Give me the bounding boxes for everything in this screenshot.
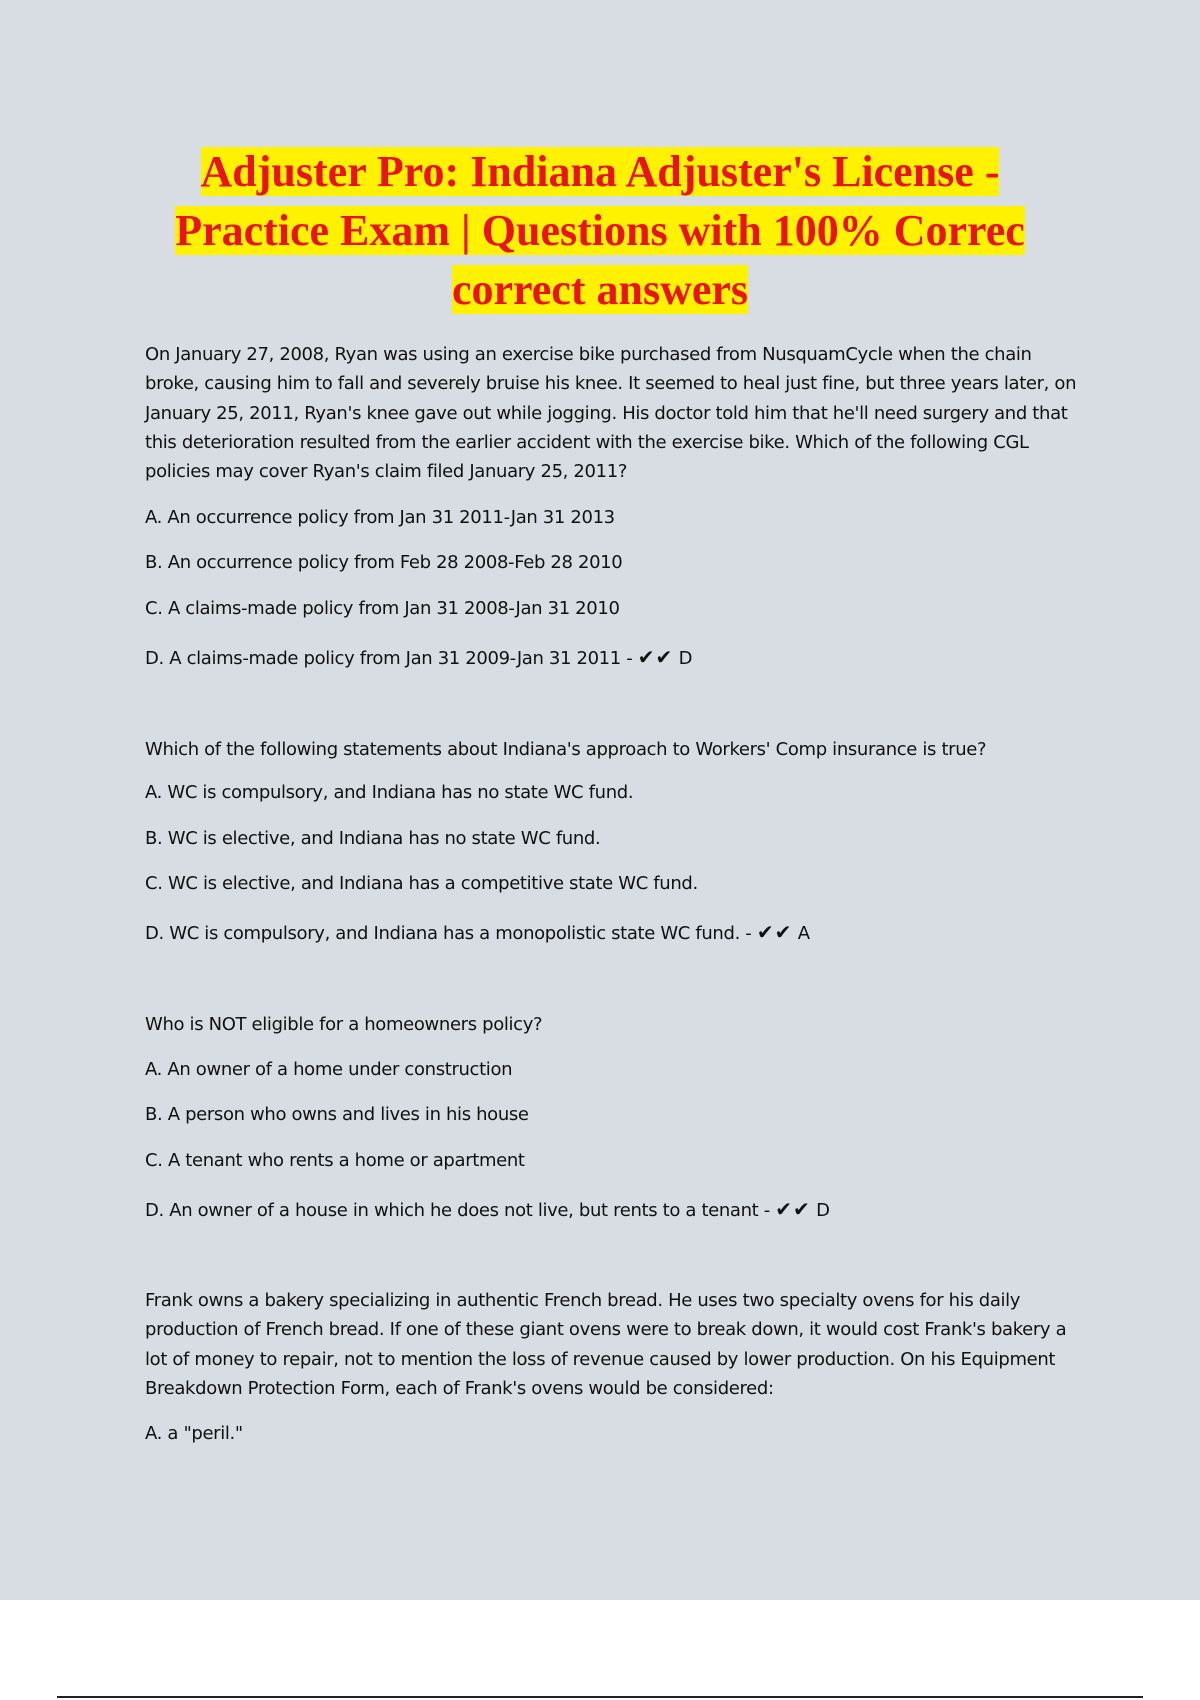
question-2-option-a: A. WC is compulsory, and Indiana has no state WC fund. [145,782,634,803]
question-2-option-d [145,920,810,946]
question-2-text: Which of the following statements about Indiana's approach to Workers' Comp insurance is true? [145,739,987,760]
question-2-option-b: B. WC is elective, and Indiana has no state WC fund. [145,828,601,849]
question-4-option-a: A. a "peril." [145,1423,243,1444]
check-mark-icon: ✔✔ [756,920,793,944]
question-1-answer: D [678,648,693,669]
question-1-option-a: A. An occurrence policy from Jan 31 2011-Jan 31 2013 [145,507,615,528]
question-2-answer: A [797,923,810,944]
question-3-option-b: B. A person who owns and lives in his house [145,1104,529,1125]
check-mark-icon: ✔✔ [637,645,674,669]
document-title [60,142,1140,319]
question-2-option-c: C. WC is elective, and Indiana has a competitive state WC fund. [145,873,698,894]
question-1-option-c: C. A claims-made policy from Jan 31 2008-Jan 31 2010 [145,598,620,619]
question-1-option-d-text: D. A claims-made policy from Jan 31 2009-Jan 31 2011 - [145,648,633,669]
question-3-option-a: A. An owner of a home under construction [145,1059,513,1080]
title-line-2: Practice Exam | Questions with 100% Correc [175,206,1025,255]
footer-divider [57,1696,1143,1698]
check-mark-icon: ✔✔ [775,1197,811,1221]
question-2-option-d-text: D. WC is compulsory, and Indiana has a monopolistic state WC fund. - [145,923,752,944]
question-1-option-b: B. An occurrence policy from Feb 28 2008-Feb 28 2010 [145,552,623,573]
title-line-3: correct answers [451,265,749,314]
question-3-option-c: C. A tenant who rents a home or apartment [145,1150,525,1171]
title-line-1: Adjuster Pro: Indiana Adjuster's License - [200,147,1000,196]
question-4-text: Frank owns a bakery specializing in authentic French bread. He uses two specialty ovens for his daily production of French bread. If one of these giant ovens were to break down, it would cost Frank's bakery a lot of money to repair, not to mention the loss of revenue caused by lower production. On his Equipment Breakdown Protection Form, each of Frank's ovens would be considered: [145,1290,1067,1399]
question-3-answer: D [816,1200,830,1221]
question-1-text: On January 27, 2008, Ryan was using an exercise bike purchased from NusquamCycle when the chain broke, causing him to fall and severely bruise his knee. It seemed to heal just fine, but three years later, on January 25, 2011, Ryan's knee gave out while jogging. His doctor told him that he'll need surgery and that this deterioration resulted from the earlier accident with the exercise bike. Which of the following CGL policies may cover Ryan's claim filed January 25, 2011? [145,344,1077,483]
question-3-option-d [145,1197,830,1223]
question-3-option-d-text: D. An owner of a house in which he does not live, but rents to a tenant - [145,1200,770,1221]
question-1-option-d [145,645,692,671]
question-3-text: Who is NOT eligible for a homeowners policy? [145,1014,543,1035]
